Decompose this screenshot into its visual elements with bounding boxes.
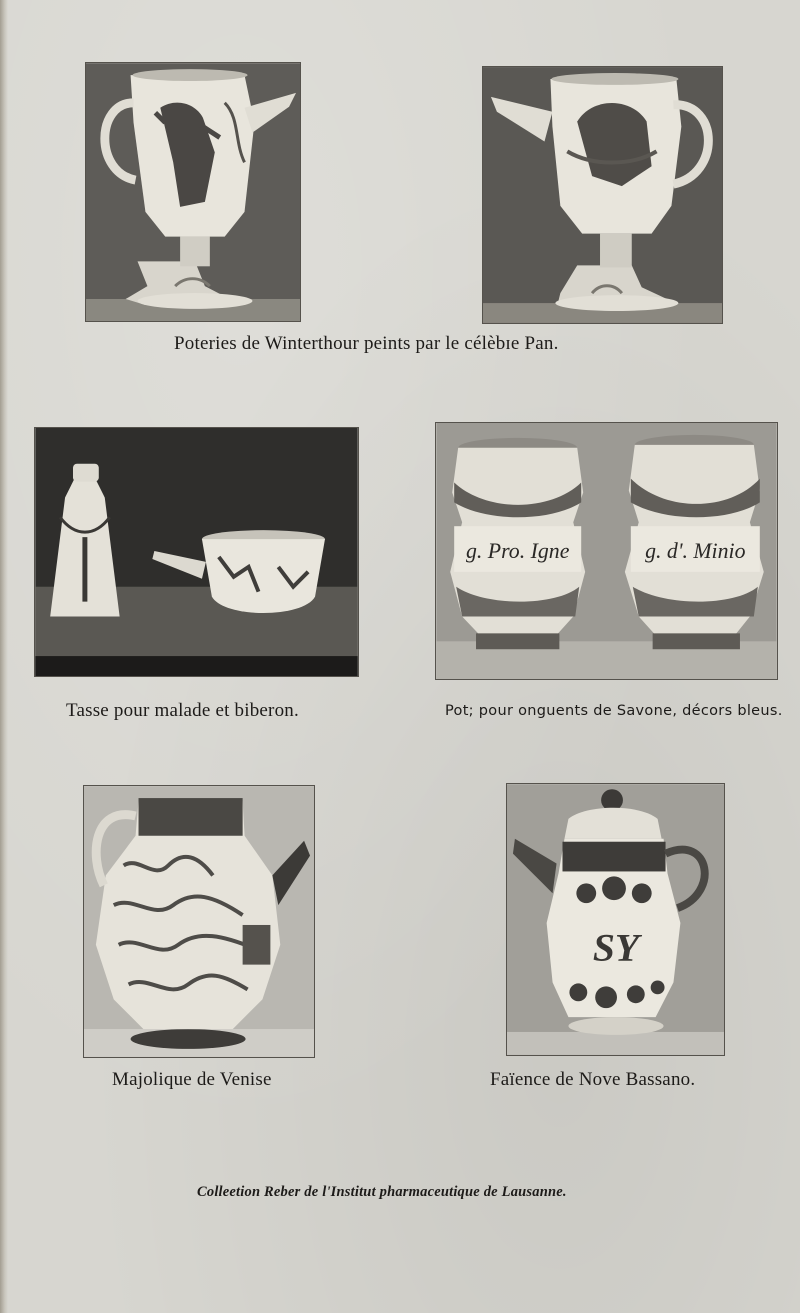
- book-spine-shadow: [0, 0, 8, 1313]
- caption-nove-bassano: Faïence de Nove Bassano.: [490, 1069, 696, 1090]
- nove-bassano-image: [507, 784, 724, 1055]
- jar-label-left: g. Pro. Igne: [465, 538, 570, 563]
- photo-winterthour-jug-right: [482, 66, 723, 324]
- invalid-cup-image: [35, 428, 358, 676]
- photo-winterthour-jug-left: [85, 62, 301, 322]
- caption-invalid-cup: Tasse pour malade et biberon.: [66, 700, 299, 721]
- photo-ointment-jars: [435, 422, 778, 680]
- venetian-majolica-image: [84, 786, 314, 1057]
- winterthour-jug-left-image: [86, 63, 300, 321]
- photo-venetian-majolica: [83, 785, 315, 1058]
- caption-ointment-jars: Pot; pour onguents de Savone, décors bleus.: [445, 703, 783, 719]
- collection-credit: Colleetion Reber de l'Institut pharmaceutique de Lausanne.: [197, 1184, 567, 1200]
- photo-invalid-cup-and-feeder: [34, 427, 359, 677]
- ointment-jars-image: [436, 423, 777, 679]
- caption-winterthour: Poteries de Winterthour peints par le célèbɪe Pan.: [174, 333, 559, 354]
- winterthour-jug-right-image: [483, 67, 722, 323]
- photo-nove-bassano-faience: [506, 783, 725, 1056]
- caption-venetian-majolica: Majolique de Venise: [112, 1069, 272, 1090]
- jug-letters: SY: [592, 925, 640, 970]
- jar-label-right: g. d'. Minio: [645, 538, 746, 563]
